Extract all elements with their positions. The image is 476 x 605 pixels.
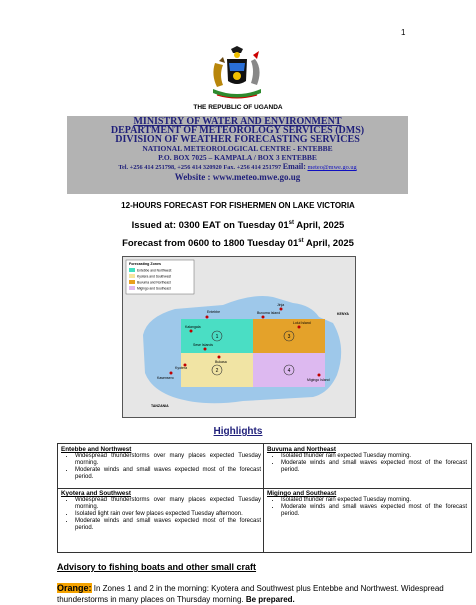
forecast-zones-map — [122, 256, 356, 418]
legend-title: Forecasting Zones — [129, 262, 161, 266]
zone-heading: Migingo and Southeast — [267, 490, 337, 497]
list-item: • Moderate winds and small waves expected most of the forecast period. — [281, 504, 467, 518]
forecast-period — [0, 238, 476, 249]
zone-heading: Entebbe and Northwest — [61, 446, 132, 453]
zone-heading: Buvuma and Northeast — [267, 446, 336, 453]
zone-cell-entebbe — [61, 446, 261, 481]
website[interactable]: Website : www.meteo.mwe.go.ug — [174, 172, 301, 182]
issued-time — [0, 220, 476, 231]
place-label-entebbe: Entebbe — [207, 310, 221, 314]
department-name: DEPARTMENT OF METEOROLOGY SERVICES (DMS) — [110, 125, 365, 136]
legend-swatch-zone-2 — [129, 274, 135, 278]
ministry-name: MINISTRY OF WATER AND ENVIRONMENT — [133, 116, 342, 127]
tel-fax: Tel. +256 414 251798, +256 414 320920 Fax. +256 414 251797 — [118, 164, 282, 171]
highlights-heading: Highlights — [213, 426, 263, 437]
table-divider-vertical — [263, 444, 264, 552]
ministry-header-box — [67, 116, 408, 194]
list-item: • Isolated light rain over few places expected Tuesday afternoon. — [75, 511, 261, 518]
zone-number-4: 4 — [287, 368, 291, 374]
list-item: • Moderate winds and small waves expected most of the forecast period. — [281, 460, 467, 474]
centre-name: NATIONAL METEOROLOGICAL CENTRE - ENTEBBE — [142, 144, 333, 153]
place-label-bukasa: Bukasa — [215, 360, 227, 364]
list-item: • Moderate winds and small waves expected most of the forecast period. — [75, 467, 261, 481]
issued-sup: st — [288, 220, 294, 226]
legend-zone-3: Buvuma and Northeast — [137, 280, 171, 285]
place-label-jinja: Jinja — [277, 303, 285, 307]
issued-prefix: Issued at: 0300 EAT on Tuesday 01 — [131, 220, 289, 232]
legend-zone-1: Entebbe and Northwest — [137, 268, 172, 273]
zone-number-3: 3 — [287, 334, 291, 340]
advisory-emphasis: Be prepared. — [245, 595, 295, 604]
place-label-buvuma: Buvuma Island — [257, 311, 281, 315]
period-suffix: April, 2025 — [303, 238, 354, 250]
list-item: • Isolated thunder rain expected Tuesday morning. — [281, 497, 467, 504]
forecast-title: 12-HOURS FORECAST FOR FISHERMEN ON LAKE VICTORIA — [121, 201, 355, 210]
zone-cell-migingo — [267, 490, 467, 518]
issued-suffix: April, 2025 — [293, 220, 345, 232]
coat-of-arms-emblem — [207, 45, 267, 101]
list-item: • Isolated thunder rain expected Tuesday morning. — [281, 453, 467, 460]
contact-line — [67, 162, 408, 172]
republic-heading: THE REPUBLIC OF UGANDA — [193, 104, 283, 111]
zone-cell-buvuma — [267, 446, 467, 474]
email-label: Email: — [282, 162, 306, 171]
highlights-table — [57, 443, 472, 553]
country-label-kenya: KENYA — [337, 312, 349, 316]
period-prefix: Forecast from 0600 to 1800 Tuesday 01 — [122, 238, 299, 250]
advisory-body: In Zones 1 and 2 in the morning: Kyotera and Southwest plus Entebbe and Northwest. Widespread thunderstorms in many places on Thursday morning. — [57, 584, 444, 604]
warning-level-badge: Orange: — [57, 583, 92, 593]
place-label-kyotera: Kyotera — [175, 366, 188, 370]
zone-cell-kyotera — [61, 490, 261, 532]
list-item: • Moderate winds and small waves expected most of the forecast period. — [75, 518, 261, 532]
zone-number-1: 1 — [215, 334, 219, 340]
list-item: • Widespread thunderstorms over many places expected Tuesday morning. — [75, 453, 261, 467]
legend-swatch-zone-3 — [129, 280, 135, 284]
zone-heading: Kyotera and Southwest — [61, 490, 131, 497]
place-label-lolui: Lolui Island — [293, 321, 311, 325]
legend-swatch-zone-1 — [129, 268, 135, 272]
division-name: DIVISION OF WEATHER FORECASTING SERVICES — [115, 134, 360, 145]
legend-zone-4: Migingo and Southeast — [137, 286, 171, 291]
legend-swatch-zone-4 — [129, 286, 135, 290]
place-label-kalangala: Kalangala — [185, 325, 201, 329]
page-number: 1 — [401, 28, 406, 37]
place-label-sese: Sese Islands — [193, 343, 214, 347]
email-link[interactable]: meteo@mwe.go.ug — [307, 164, 357, 171]
zone-number-2: 2 — [215, 368, 219, 374]
table-divider-horizontal — [58, 488, 471, 489]
advisory-text — [57, 583, 469, 605]
list-item: • Widespread thunderstorms over many places expected Tuesday morning. — [75, 497, 261, 511]
country-label-tanzania: TANZANIA — [151, 404, 169, 408]
place-label-kasensero: Kasensero — [157, 376, 174, 380]
period-sup: st — [298, 238, 304, 244]
po-box: P.O. BOX 7025 – KAMPALA / BOX 3 ENTEBBE — [158, 153, 317, 162]
advisory-heading: Advisory to fishing boats and other small craft — [57, 562, 257, 572]
legend-zone-2: Kyotera and Southwest — [137, 274, 172, 279]
place-label-migingo: Migingo Island — [307, 378, 330, 382]
